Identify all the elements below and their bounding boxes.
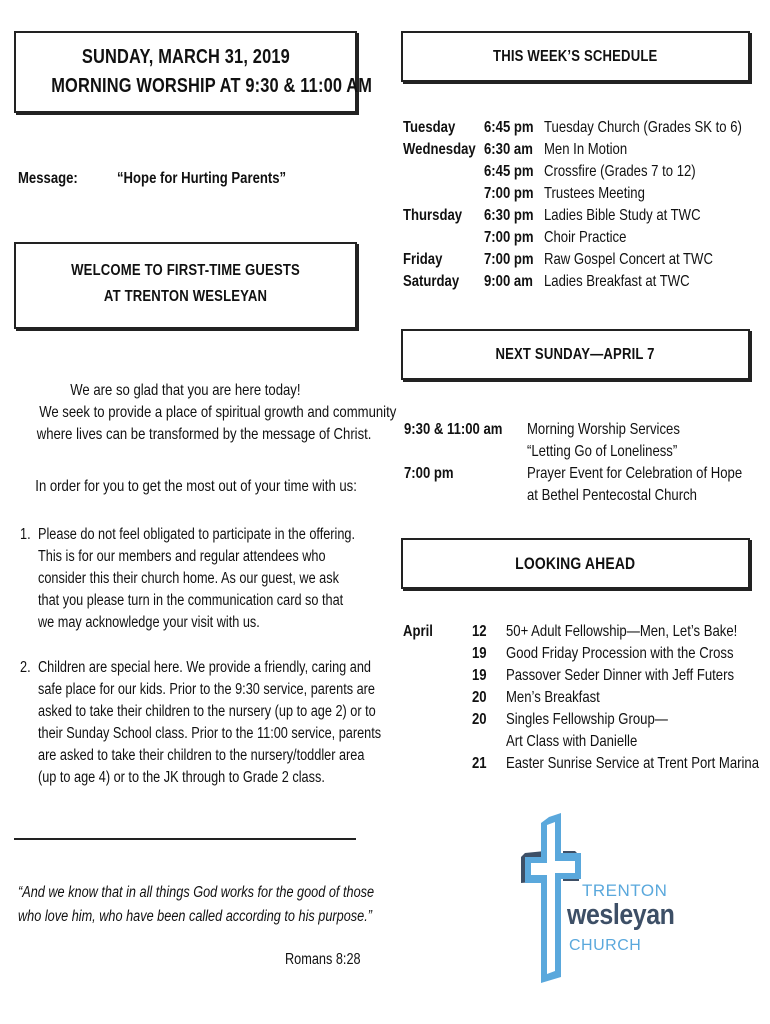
table-row [403, 183, 748, 205]
table-row [403, 139, 748, 161]
schedule-event: Raw Gospel Concert at TWC [544, 251, 713, 268]
next-sunday-line: Prayer Event for Celebration of Hope [527, 465, 743, 482]
welcome-line-1: WELCOME TO FIRST-TIME GUESTS [71, 262, 300, 279]
logo-text-trenton: TRENTON [582, 881, 668, 900]
welcome-line-2: AT TRENTON WESLEYAN [103, 288, 268, 305]
list-item [470, 665, 750, 687]
logo-text-wesleyan: wesleyan [567, 899, 675, 931]
schedule-event: Ladies Bible Study at TWC [544, 207, 701, 224]
guest-item-text [38, 524, 425, 634]
verse-text [18, 881, 452, 929]
list-item [470, 687, 750, 709]
next-sunday-time: 9:30 & 11:00 am [404, 421, 503, 438]
welcome-box [14, 242, 357, 329]
schedule-time: 6:45 pm [484, 119, 534, 136]
event-day: 12 [472, 623, 487, 640]
schedule-day: Thursday [403, 207, 463, 224]
schedule-time: 7:00 pm [484, 251, 534, 268]
schedule-time: 7:00 pm [484, 185, 534, 202]
schedule-day: Saturday [403, 273, 460, 290]
table-row [403, 271, 748, 293]
looking-ahead-box [401, 538, 750, 589]
verse-line: “And we know that in all things God works for the good of those [18, 884, 375, 901]
verse-line: who love him, who have been called according to his purpose.” [18, 908, 372, 925]
next-sunday-time: 7:00 pm [404, 465, 454, 482]
schedule-day: Tuesday [403, 119, 456, 136]
schedule-event: Crossfire (Grades 7 to 12) [544, 163, 696, 180]
intro-line: where lives can be transformed by the message of Christ. [36, 426, 372, 443]
table-row [403, 249, 748, 271]
event-day: 19 [472, 645, 487, 662]
intro-get-most: In order for you to get the most out of your time with us: [35, 478, 357, 495]
guest-item-line: This is for our members and regular attendees who [38, 548, 326, 565]
table-row [403, 205, 748, 227]
service-times: MORNING WORSHIP AT 9:30 & 11:00 AM [51, 75, 373, 97]
event-title: Easter Sunrise Service at Trent Port Marina [506, 755, 760, 772]
schedule-time: 6:30 am [484, 141, 533, 158]
guest-item-line: that you please turn in the communication card so that [38, 592, 344, 609]
event-day: 19 [472, 667, 487, 684]
schedule-event: Choir Practice [544, 229, 627, 246]
next-sunday-event [527, 419, 713, 463]
guest-item-line: consider this their church home. As our guest, we ask [38, 570, 339, 587]
looking-ahead-list [470, 621, 760, 781]
schedule-time: 9:00 am [484, 273, 533, 290]
table-row [403, 117, 748, 139]
schedule-day: Friday [403, 251, 443, 268]
list-item-continuation [470, 731, 750, 753]
event-title: Art Class with Danielle [506, 733, 638, 750]
next-sunday-title: NEXT SUNDAY—APRIL 7 [495, 346, 656, 363]
intro-line: We are so glad that you are here today! [69, 382, 301, 399]
next-sunday-line: at Bethel Pentecostal Church [527, 487, 697, 504]
schedule-title: THIS WEEK’S SCHEDULE [493, 48, 658, 65]
guest-item-text [38, 657, 456, 789]
guest-item-line: Children are special here. We provide a friendly, caring and [38, 659, 371, 676]
schedule-time: 7:00 pm [484, 229, 534, 246]
schedule-event: Men In Motion [544, 141, 628, 158]
intro-paragraph [0, 380, 397, 446]
next-sunday-line: Morning Worship Services [527, 421, 680, 438]
event-title: Singles Fellowship Group— [506, 711, 668, 728]
intro-line: We seek to provide a place of spiritual growth and community [39, 404, 397, 421]
guest-item-line: asked to take their children to the nursery (up to age 2) or to [38, 703, 376, 720]
guest-item-line: are asked to take their children to the nursery/toddler area [38, 747, 365, 764]
list-item [470, 709, 750, 731]
guest-item-line: their Sunday School class. Prior to the 11:00 service, parents [38, 725, 382, 742]
event-title: Good Friday Procession with the Cross [506, 645, 734, 662]
event-title: 50+ Adult Fellowship—Men, Let’s Bake! [506, 623, 738, 640]
next-sunday-box [401, 329, 750, 380]
logo-text-church: CHURCH [569, 937, 642, 954]
event-day: 20 [472, 711, 487, 728]
schedule-time: 6:30 pm [484, 207, 534, 224]
looking-ahead-month: April [403, 623, 433, 640]
list-item [470, 753, 760, 775]
list-item [470, 621, 750, 643]
schedule-event: Trustees Meeting [544, 185, 645, 202]
guest-item-number: 1. [20, 526, 31, 543]
event-title: Passover Seder Dinner with Jeff Futers [506, 667, 734, 684]
guest-item-line: safe place for our kids. Prior to the 9:30 service, parents are [38, 681, 375, 698]
next-sunday-line: “Letting Go of Loneliness” [527, 443, 678, 460]
guest-item-line: (up to age 4) or to the JK through to Grade 2 class. [38, 769, 325, 786]
verse-reference: Romans 8:28 [285, 951, 361, 968]
table-row [403, 227, 748, 249]
guest-item-number: 2. [20, 659, 31, 676]
divider [14, 838, 356, 840]
church-logo [515, 813, 675, 985]
message-title: “Hope for Hurting Parents” [117, 170, 287, 187]
list-item [470, 643, 750, 665]
table-row [403, 161, 748, 183]
schedule-time: 6:45 pm [484, 163, 534, 180]
guest-item-line: we may acknowledge your visit with us. [38, 614, 260, 631]
next-sunday-event [527, 463, 770, 507]
event-title: Men’s Breakfast [506, 689, 600, 706]
schedule-event: Ladies Breakfast at TWC [544, 273, 690, 290]
schedule-day: Wednesday [403, 141, 476, 158]
service-header-box [14, 31, 373, 113]
schedule-table [403, 117, 748, 297]
message-label: Message: [18, 170, 78, 187]
event-day: 20 [472, 689, 487, 706]
event-day: 21 [472, 755, 487, 772]
schedule-header-box [401, 31, 750, 82]
guest-item-line: Please do not feel obligated to participate in the offering. [38, 526, 356, 543]
looking-ahead-title: LOOKING AHEAD [515, 554, 636, 573]
service-date: SUNDAY, MARCH 31, 2019 [81, 46, 290, 68]
schedule-event: Tuesday Church (Grades SK to 6) [544, 119, 742, 136]
